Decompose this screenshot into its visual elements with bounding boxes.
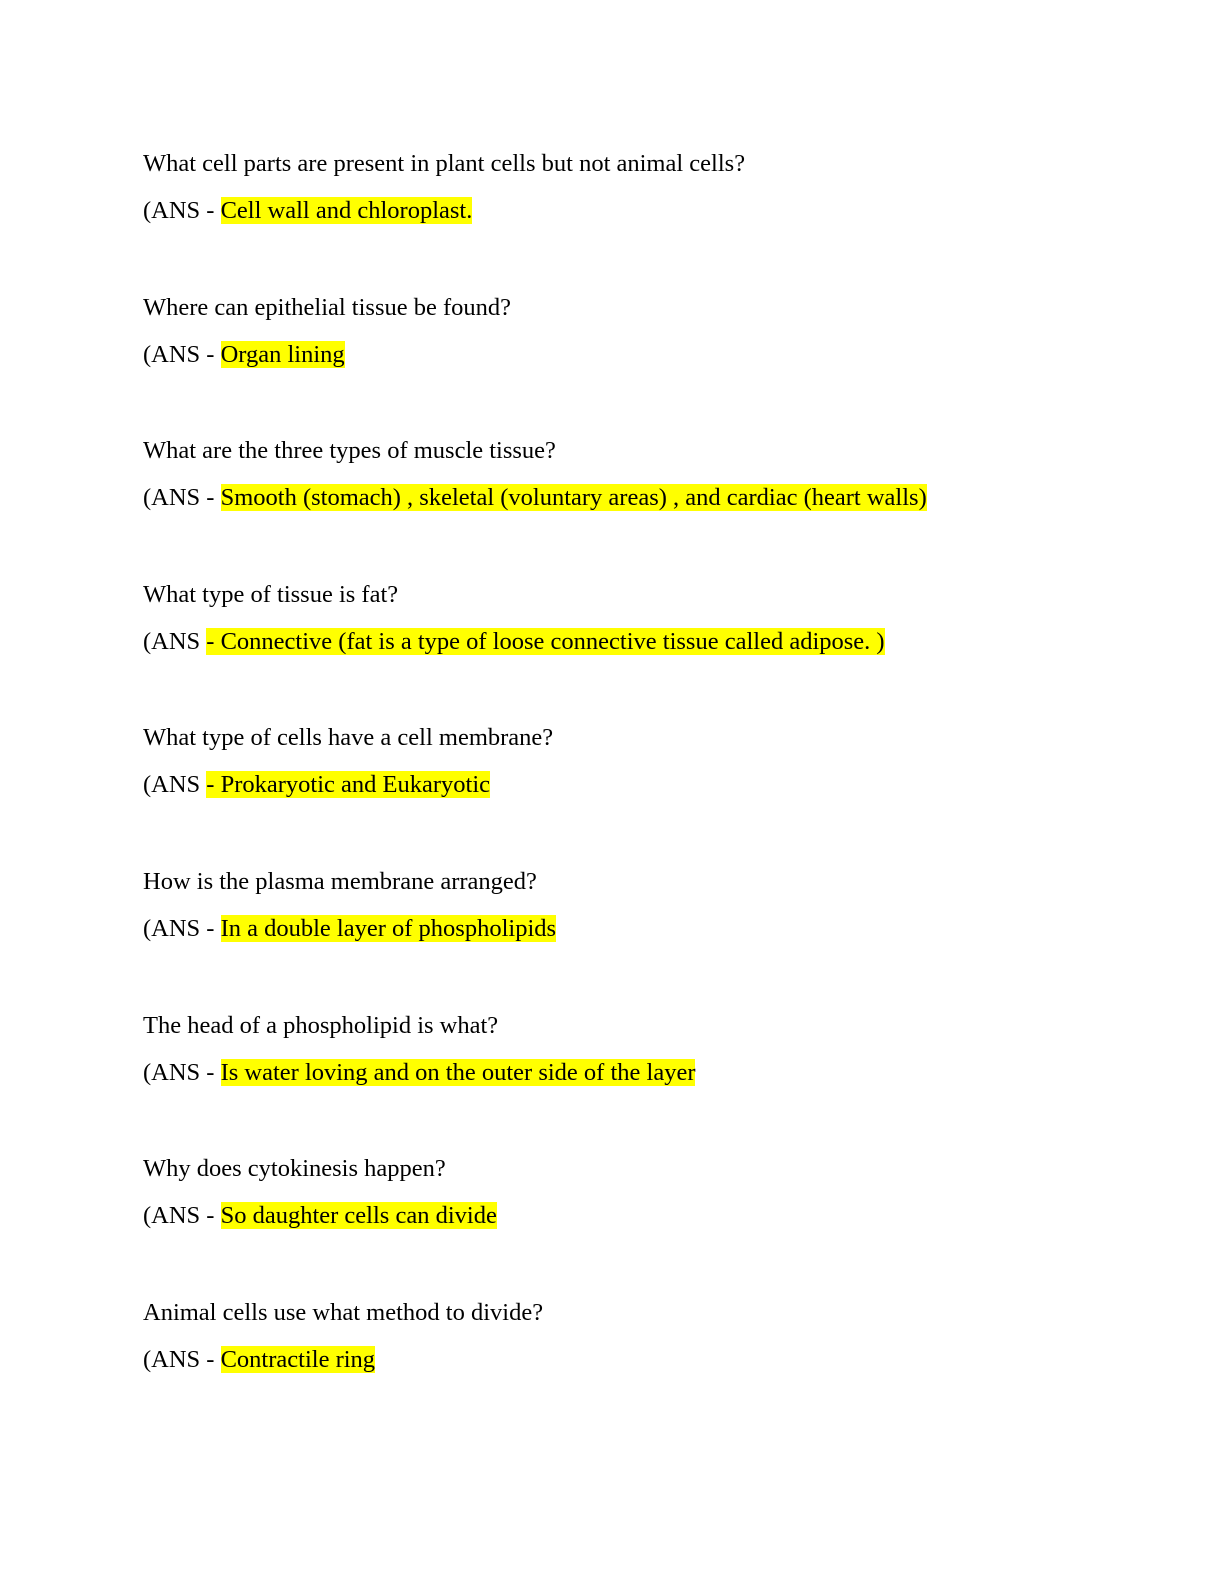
- answer-line: [143, 1192, 1143, 1239]
- question-text: What type of tissue is fat?: [143, 580, 399, 608]
- question-text: What are the three types of muscle tissue?: [143, 437, 556, 465]
- qa-item: [143, 1145, 1143, 1289]
- qa-item: [143, 427, 1143, 571]
- answer-line: [143, 331, 1143, 378]
- qa-item: [143, 284, 1143, 428]
- answer-line: [143, 474, 1143, 521]
- question-text: Where can epithelial tissue be found?: [143, 293, 512, 321]
- qa-item: [143, 1289, 1143, 1433]
- answer-highlight: In a double layer of phospholipids: [220, 914, 557, 942]
- qa-item: [143, 571, 1143, 715]
- answer-line: [143, 1336, 1143, 1383]
- question-text: Why does cytokinesis happen?: [143, 1155, 446, 1183]
- question-text: The head of a phospholipid is what?: [143, 1011, 499, 1039]
- answer-highlight: Smooth (stomach) , skeletal (voluntary areas) , and cardiac (heart walls): [220, 484, 927, 512]
- qa-item: [143, 140, 1143, 284]
- answer-highlight: Cell wall and chloroplast.: [220, 197, 473, 224]
- answer-line: [143, 187, 1143, 234]
- answer-prefix: (ANS -: [143, 340, 221, 368]
- question-text: What type of cells have a cell membrane?: [143, 724, 554, 752]
- answer-highlight: Is water loving and on the outer side of the layer: [220, 1058, 696, 1086]
- answer-prefix: (ANS -: [143, 1202, 221, 1230]
- answer-prefix: (ANS -: [143, 914, 221, 942]
- qa-list: [143, 140, 1143, 1432]
- question-text: How is the plasma membrane arranged?: [143, 867, 537, 895]
- qa-item: [143, 858, 1143, 1002]
- answer-prefix: (ANS -: [143, 1345, 221, 1373]
- answer-prefix: (ANS -: [143, 1058, 221, 1086]
- answer-prefix: (ANS -: [143, 197, 221, 224]
- answer-line: [143, 1049, 1143, 1096]
- answer-highlight: - Prokaryotic and Eukaryotic: [206, 771, 490, 799]
- answer-highlight: Organ lining: [220, 340, 345, 368]
- answer-highlight: So daughter cells can divide: [220, 1202, 497, 1230]
- qa-item: [143, 714, 1143, 858]
- answer-highlight: - Connective (fat is a type of loose connective tissue called adipose. ): [206, 627, 885, 655]
- answer-prefix: (ANS -: [143, 484, 221, 512]
- answer-highlight: Contractile ring: [220, 1345, 376, 1373]
- qa-item: [143, 1002, 1143, 1146]
- question-text: Animal cells use what method to divide?: [143, 1298, 544, 1326]
- answer-line: [143, 905, 1143, 952]
- answer-line: [143, 761, 1143, 808]
- answer-line: [143, 618, 1143, 665]
- answer-prefix: (ANS: [143, 771, 207, 799]
- question-text: What cell parts are present in plant cells but not animal cells?: [143, 150, 746, 177]
- answer-prefix: (ANS: [143, 627, 207, 655]
